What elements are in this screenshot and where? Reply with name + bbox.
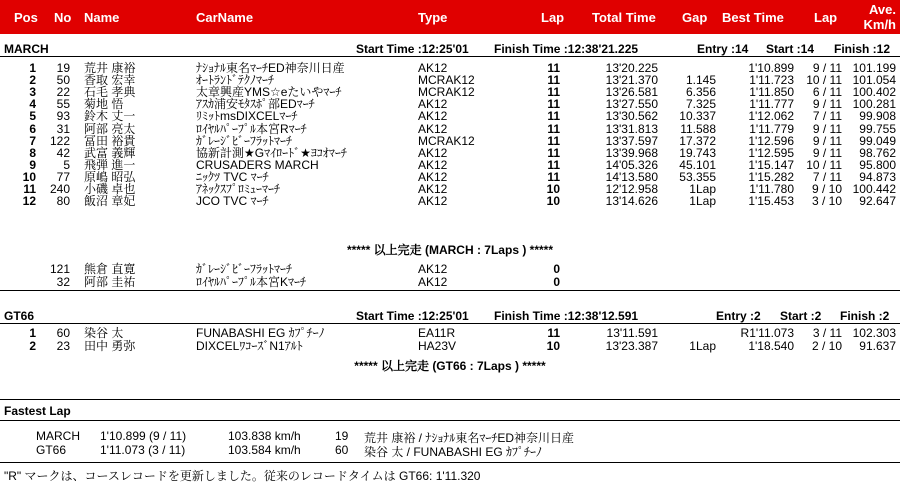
cell-name: 飛弾 進一 xyxy=(84,157,136,172)
cell-name: 阿部 亮太 xyxy=(84,121,136,136)
cell-type: MCRAK12 xyxy=(418,133,475,148)
cell-no: 22 xyxy=(56,85,70,100)
finish-count: Finish :12 xyxy=(834,42,891,56)
cell-best: 1'15.453 xyxy=(748,194,794,209)
table-row xyxy=(0,147,900,159)
cell-total: 13'20.225 xyxy=(605,61,658,75)
col-carname: CarName xyxy=(196,10,254,25)
cell-total: 13'27.550 xyxy=(605,97,658,112)
cell-blap: 2 / 10 xyxy=(811,339,842,353)
cell-gap: 10.337 xyxy=(679,109,716,124)
start-count: Start :2 xyxy=(780,309,822,323)
cell-total: 14'05.326 xyxy=(605,157,658,172)
cell-name: 田中 勇弥 xyxy=(84,339,136,353)
cell-no: 23 xyxy=(56,339,70,353)
cell-best: 1'11.780 xyxy=(749,182,794,196)
cell-no: 60 xyxy=(56,326,70,340)
cell-total: 13'37.597 xyxy=(605,133,658,148)
cell-ave: 91.637 xyxy=(859,339,896,353)
cell-total: 13'21.370 xyxy=(605,73,658,88)
cell-car: ﾅｼｮﾅﾙ東名ﾏｰﾁED神奈川日産 xyxy=(196,61,345,75)
col-ave-top: Ave. xyxy=(869,2,896,17)
cell-no: 121 xyxy=(49,262,70,276)
cell-no: 42 xyxy=(56,145,70,160)
cell-car: ﾛｲﾔﾙﾊﾟｰﾌﾟﾙ本宮Kﾏｰﾁ xyxy=(196,274,307,289)
cell-pos: 2 xyxy=(29,73,36,88)
gt66-section-header xyxy=(0,306,900,324)
cell-best: 1'12.596 xyxy=(748,133,794,148)
cell-total: 14'13.580 xyxy=(605,169,658,184)
cell-no: 240 xyxy=(49,182,70,196)
cell-name: 菊地 悟 xyxy=(84,97,124,112)
table-row xyxy=(0,195,900,207)
col-name: Name xyxy=(84,10,120,25)
fastest-class: GT66 xyxy=(36,443,67,457)
cell-car: ﾆｯｸﾂ TVC ﾏｰﾁ xyxy=(196,169,269,184)
cell-gap: 17.372 xyxy=(679,133,716,148)
cell-lap: 11 xyxy=(547,97,560,112)
col-no: No xyxy=(54,10,72,25)
cell-pos: 11 xyxy=(23,182,36,196)
cell-name: 飯沼 章妃 xyxy=(84,194,136,209)
finish-time: Finish Time :12:38'12.591 xyxy=(494,309,639,323)
col-ave xyxy=(864,2,897,32)
section-divider xyxy=(0,462,900,463)
class-label: MARCH xyxy=(4,42,49,56)
cell-ave: 101.199 xyxy=(852,61,896,75)
cell-total: 13'26.581 xyxy=(605,85,658,100)
cell-name: 阿部 圭祐 xyxy=(84,274,136,289)
table-row xyxy=(0,327,900,339)
cell-total: 13'23.387 xyxy=(605,339,658,353)
fastest-time: 1'10.899 (9 / 11) xyxy=(100,429,187,443)
cell-car: ｶﾞﾚｰｼﾞﾋﾞｰﾌﾗｯﾄﾏｰﾁ xyxy=(196,133,293,148)
cell-name: 荒井 康裕 xyxy=(84,61,136,75)
col-gap: Gap xyxy=(682,10,708,25)
cell-gap: 1Lap xyxy=(689,182,716,196)
results-header xyxy=(0,0,900,34)
cell-type: HA23V xyxy=(418,339,457,353)
fastest-time: 1'11.073 (3 / 11) xyxy=(100,443,186,457)
cell-type: MCRAK12 xyxy=(418,73,475,88)
cell-car: 協新計測★Gﾏｲﾛｰﾄﾞ★ﾖｺｵﾏｰﾁ xyxy=(196,145,347,160)
cell-gap: 45.101 xyxy=(679,157,716,172)
cell-car: ﾘﾐｯﾄmsDIXCELﾏｰﾁ xyxy=(196,109,298,124)
cell-blap: 9 / 11 xyxy=(812,121,842,136)
cell-lap: 11 xyxy=(547,169,560,184)
cell-car: ｱﾈｯｸｽﾌﾟﾛﾐｭｰﾏｰﾁ xyxy=(196,182,281,196)
cell-lap: 11 xyxy=(547,73,560,88)
cell-name: 小磯 卓也 xyxy=(84,182,136,196)
cell-lap: 11 xyxy=(547,145,560,160)
cell-no: 122 xyxy=(49,133,70,148)
cell-type: AK12 xyxy=(418,109,448,124)
cell-ave: 100.442 xyxy=(852,182,896,196)
fastest-lap-row xyxy=(0,429,900,443)
fastest-driver: 染谷 太 / FUNABASHI EG ｶﾌﾟﾁｰﾉ xyxy=(364,445,543,459)
cell-car: ｶﾞﾚｰｼﾞﾋﾞｰﾌﾗｯﾄﾏｰﾁ xyxy=(196,262,293,276)
cell-blap: 3 / 10 xyxy=(811,194,842,209)
cell-best: 1'11.779 xyxy=(749,121,794,136)
fastest-driver: 荒井 康裕 / ﾅｼｮﾅﾙ東名ﾏｰﾁED神奈川日産 xyxy=(364,431,575,445)
cell-gap: 11.588 xyxy=(680,121,716,136)
class-label: GT66 xyxy=(4,309,35,323)
cell-name: 鈴木 丈一 xyxy=(84,109,136,124)
cell-lap: 11 xyxy=(547,157,560,172)
start-count: Start :14 xyxy=(766,42,815,56)
cell-name: 香取 宏幸 xyxy=(84,73,136,88)
gt66-completion-note: ***** 以上完走 (GT66 : 7Laps ) ***** xyxy=(354,359,546,373)
cell-name: 熊倉 直寛 xyxy=(84,262,136,276)
section-divider xyxy=(0,399,900,400)
cell-ave: 102.303 xyxy=(852,326,896,340)
col-total-time: Total Time xyxy=(592,10,656,25)
march-section-header xyxy=(0,39,900,57)
march-completion-note: ***** 以上完走 (MARCH : 7Laps ) ***** xyxy=(346,243,554,257)
cell-type: AK12 xyxy=(418,121,448,136)
fastest-car-no: 19 xyxy=(335,429,349,443)
cell-type: AK12 xyxy=(418,97,448,112)
cell-blap: 9 / 11 xyxy=(812,133,842,148)
cell-lap: 10 xyxy=(546,339,560,353)
cell-type: AK12 xyxy=(418,182,448,196)
cell-pos: 1 xyxy=(29,61,36,75)
cell-no: 77 xyxy=(56,169,70,184)
cell-no: 55 xyxy=(56,97,70,112)
cell-no: 80 xyxy=(56,194,70,209)
cell-car: FUNABASHI EG ｶﾌﾟﾁｰﾉ xyxy=(196,326,325,340)
cell-blap: 10 / 11 xyxy=(806,157,842,172)
cell-blap: 9 / 11 xyxy=(812,61,842,75)
cell-blap: 9 / 11 xyxy=(812,145,842,160)
cell-name: 原嶋 昭弘 xyxy=(84,169,136,184)
fastest-speed: 103.838 km/h xyxy=(228,429,301,443)
cell-type: AK12 xyxy=(418,262,448,276)
cell-total: 13'30.562 xyxy=(605,109,658,124)
cell-total: 13'31.813 xyxy=(605,121,658,136)
cell-ave: 98.762 xyxy=(859,145,896,160)
cell-type: AK12 xyxy=(418,145,448,160)
cell-total: 13'11.591 xyxy=(606,326,658,340)
fastest-speed: 103.584 km/h xyxy=(228,443,301,457)
cell-gap: 19.743 xyxy=(679,145,716,160)
cell-no: 19 xyxy=(56,61,70,75)
col-pos: Pos xyxy=(14,10,38,25)
cell-type: AK12 xyxy=(418,169,448,184)
cell-pos: 6 xyxy=(29,121,36,136)
cell-best: 1'12.595 xyxy=(748,145,794,160)
cell-pos: 12 xyxy=(22,194,36,209)
cell-car: CRUSADERS MARCH xyxy=(196,157,319,172)
cell-blap: 7 / 11 xyxy=(812,169,842,184)
cell-pos: 9 xyxy=(29,157,36,172)
table-row xyxy=(0,110,900,122)
cell-blap: 6 / 11 xyxy=(812,85,842,100)
cell-gap: 1.145 xyxy=(685,73,716,88)
cell-lap: 10 xyxy=(546,182,560,196)
entry-count: Entry :14 xyxy=(697,42,749,56)
cell-gap: 1Lap xyxy=(689,194,716,209)
fastest-lap-row xyxy=(0,443,900,457)
table-row xyxy=(0,135,900,147)
cell-total: 13'14.626 xyxy=(605,194,658,209)
cell-best: 1'10.899 xyxy=(748,61,794,75)
cell-best: 1'18.540 xyxy=(748,339,794,353)
cell-lap: 11 xyxy=(547,121,560,136)
cell-pos: 10 xyxy=(22,169,36,184)
cell-car: ﾛｲﾔﾙﾊﾟｰﾌﾟﾙ本宮Rﾏｰﾁ xyxy=(196,121,307,136)
cell-no: 93 xyxy=(56,109,70,124)
fastest-class: MARCH xyxy=(36,429,80,443)
cell-lap: 11 xyxy=(547,85,560,100)
cell-total: 13'39.968 xyxy=(605,145,658,160)
cell-no: 32 xyxy=(56,274,70,289)
cell-car: DIXCELﾜｺｰｽﾞN1ｱﾙﾄ xyxy=(196,339,303,353)
cell-ave: 101.054 xyxy=(852,73,896,88)
record-footnote: "R" マークは、コースレコードを更新しました。従来のレコードタイムは GT66: 1'11.320 xyxy=(4,469,481,483)
section-divider xyxy=(0,420,900,421)
cell-gap: 7.325 xyxy=(685,97,716,112)
cell-gap: 53.355 xyxy=(679,169,716,184)
cell-car: 太章興産YMS☆eたいやﾏｰﾁ xyxy=(196,85,342,100)
cell-ave: 94.873 xyxy=(859,169,896,184)
cell-lap: 10 xyxy=(546,194,560,209)
entry-count: Entry :2 xyxy=(716,309,761,323)
cell-pos: 8 xyxy=(29,145,36,160)
cell-name: 武富 義輝 xyxy=(84,145,136,160)
cell-blap: 7 / 11 xyxy=(812,109,842,124)
cell-ave: 92.647 xyxy=(859,194,896,209)
cell-best: 1'11.850 xyxy=(749,85,794,100)
cell-name: 石毛 孝典 xyxy=(84,85,136,100)
cell-lap: 11 xyxy=(547,109,560,124)
cell-best: 1'15.282 xyxy=(748,169,794,184)
cell-type: MCRAK12 xyxy=(418,85,475,100)
cell-lap: 11 xyxy=(547,61,560,75)
cell-pos: 1 xyxy=(29,326,36,340)
cell-pos: 3 xyxy=(29,85,36,100)
cell-best: R1'11.073 xyxy=(740,326,794,340)
cell-ave: 99.908 xyxy=(859,109,896,124)
cell-no: 50 xyxy=(56,73,70,88)
cell-car: ｱｽｶ浦安ﾓﾀｽﾎﾟ部EDﾏｰﾁ xyxy=(196,97,315,112)
cell-ave: 100.281 xyxy=(852,97,896,112)
cell-no: 31 xyxy=(56,121,70,136)
cell-type: EA11R xyxy=(418,326,456,340)
cell-type: AK12 xyxy=(418,157,448,172)
table-row xyxy=(0,123,900,135)
cell-blap: 10 / 11 xyxy=(806,73,842,88)
cell-car: JCO TVC ﾏｰﾁ xyxy=(196,194,269,209)
cell-gap: 6.356 xyxy=(685,85,716,100)
cell-type: AK12 xyxy=(418,274,448,289)
col-best-lap: Lap xyxy=(814,10,838,25)
cell-ave: 99.755 xyxy=(859,121,896,136)
cell-pos: 2 xyxy=(29,339,36,353)
fastest-lap-title: Fastest Lap xyxy=(4,404,71,418)
cell-best: 1'12.062 xyxy=(748,109,794,124)
start-time: Start Time :12:25'01 xyxy=(356,42,469,56)
cell-type: AK12 xyxy=(418,194,448,209)
col-type: Type xyxy=(418,10,448,25)
table-row xyxy=(0,263,900,275)
finish-time: Finish Time :12:38'21.225 xyxy=(494,42,639,56)
cell-lap: 0 xyxy=(553,274,560,289)
col-ave-unit: Km/h xyxy=(863,17,896,32)
cell-ave: 95.800 xyxy=(859,157,896,172)
cell-type: AK12 xyxy=(418,61,448,75)
table-row xyxy=(0,340,900,352)
cell-best: 1'11.777 xyxy=(749,97,794,112)
start-time: Start Time :12:25'01 xyxy=(356,309,469,323)
cell-pos: 5 xyxy=(29,109,36,124)
cell-name: 染谷 太 xyxy=(84,326,124,340)
cell-pos: 7 xyxy=(29,133,36,148)
cell-lap: 11 xyxy=(547,326,560,340)
fastest-car-no: 60 xyxy=(335,443,349,457)
col-lap: Lap xyxy=(541,10,565,25)
cell-total: 12'12.958 xyxy=(605,182,658,196)
cell-best: 1'15.147 xyxy=(748,157,794,172)
cell-blap: 9 / 11 xyxy=(812,97,842,112)
cell-gap: 1Lap xyxy=(689,339,716,353)
cell-lap: 0 xyxy=(553,262,560,276)
table-row xyxy=(0,276,900,288)
cell-ave: 100.402 xyxy=(852,85,896,100)
col-best-time: Best Time xyxy=(722,10,784,25)
cell-blap: 9 / 10 xyxy=(811,182,842,196)
finish-count: Finish :2 xyxy=(840,309,890,323)
table-row xyxy=(0,159,900,171)
cell-blap: 3 / 11 xyxy=(812,326,842,340)
cell-best: 1'11.723 xyxy=(749,73,794,88)
cell-pos: 4 xyxy=(29,97,36,112)
cell-name: 冨田 裕貴 xyxy=(84,133,136,148)
cell-ave: 99.049 xyxy=(859,133,896,148)
cell-car: ｵｰﾄﾗﾝﾄﾞﾃｸﾉﾏｰﾁ xyxy=(196,73,275,88)
cell-no: 5 xyxy=(63,157,70,172)
cell-lap: 11 xyxy=(547,133,560,148)
section-divider xyxy=(0,290,900,291)
